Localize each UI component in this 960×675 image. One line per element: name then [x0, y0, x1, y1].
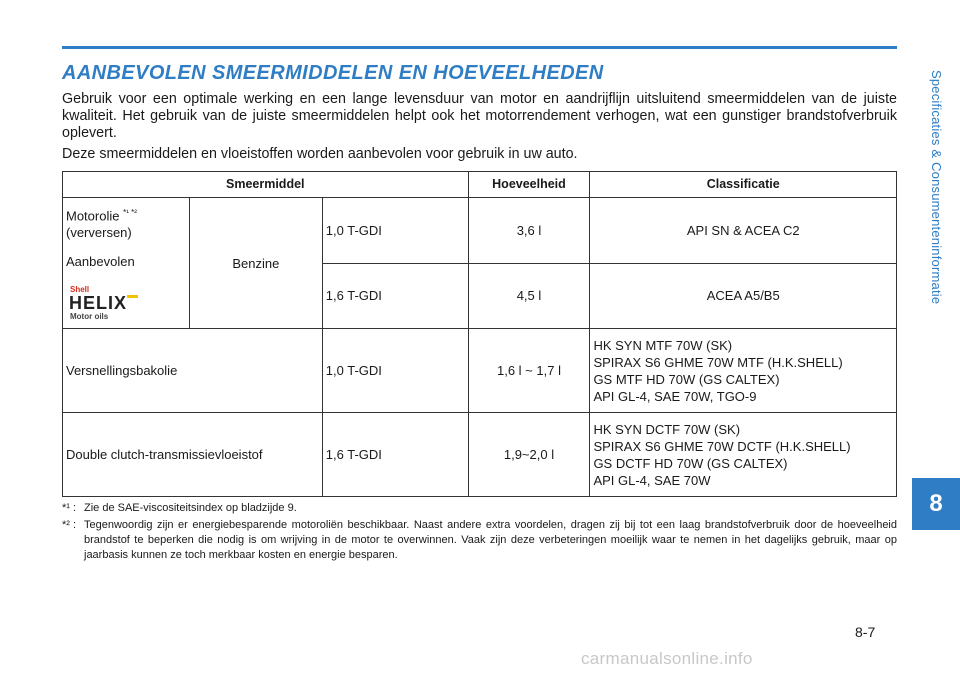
engine-cell: 1,0 T-GDI [322, 329, 468, 413]
header-quantity: Hoeveelheid [468, 172, 590, 198]
footnotes [62, 501, 897, 565]
table-row [63, 329, 897, 413]
footnote-mark: *² : [62, 519, 77, 531]
quantity-cell: 1,9~2,0 l [468, 413, 590, 497]
spec-line: SPIRAX S6 GHME 70W MTF (H.K.SHELL) [593, 354, 843, 370]
spec-line: SPIRAX S6 GHME 70W DCTF (H.K.SHELL) [593, 438, 851, 454]
engine-cell: 1,6 T-GDI [322, 413, 468, 497]
spec-line: GS DCTF HD 70W (GS CALTEX) [593, 455, 788, 471]
motor-oil-footnote-marks: *¹ *² [123, 208, 137, 217]
logo-name: HELIX [69, 293, 128, 314]
footnote-text: Zie de SAE-viscositeitsindex op bladzijde 9. [84, 502, 297, 514]
footnote-text: Tegenwoordig zijn er energiebesparende motoroliën beschikbaar. Naast andere extra voordelen, dragen zij bij tot een laag brandstofverbruik door de hoeveelheid brandstof te beperken die nodig is om wrijving in de motor te overwinnen. Vaak zijn deze verbeteringen moeilijk waar te nemen in het dagelijks gebruik, maar op jaarbasis kunnen ze toch merkbaar kosten en energie besparen. [84, 519, 897, 561]
quantity-cell: 4,5 l [468, 263, 590, 329]
chapter-tab[interactable]: 8 [912, 478, 960, 530]
motor-oil-label: Motorolie [66, 208, 120, 224]
engine-cell: 1,6 T-GDI [322, 263, 468, 329]
intro-paragraph-2: Deze smeermiddelen en vloeistoffen worden aanbevolen voor gebruik in uw auto. [62, 146, 578, 162]
spec-line: API GL-4, SAE 70W [593, 472, 711, 488]
dct-fluid-label: Double clutch-transmissievloeistof [63, 413, 323, 497]
classification-cell [590, 329, 897, 413]
footnote-mark: *¹ : [62, 502, 77, 514]
page-number: 8-7 [855, 624, 876, 640]
spec-line: GS MTF HD 70W (GS CALTEX) [593, 371, 780, 387]
spec-line: HK SYN DCTF 70W (SK) [593, 421, 741, 437]
watermark: carmanualsonline.info [581, 649, 753, 668]
page-heading: AANBEVOLEN SMEERMIDDELEN EN HOEVEELHEDEN [62, 62, 604, 84]
recommended-label: Aanbevolen [66, 254, 135, 270]
spec-line: API GL-4, SAE 70W, TGO-9 [593, 388, 757, 404]
intro-paragraph-1: Gebruik voor een optimale werking en een lange levensduur van motor en aandrijflijn uitsluitend smeermiddelen van de juiste kwaliteit. Het gebruik van de juiste smeermiddelen helpt ook het motorrendement verhogen, wat een gunstiger brandstofverbruik oplevert. [62, 91, 897, 141]
logo-brand: Shell [70, 285, 90, 295]
table-row [63, 413, 897, 497]
quantity-cell: 3,6 l [468, 198, 590, 264]
header-lubricant: Smeermiddel [63, 172, 469, 198]
footnote [62, 518, 897, 563]
shell-helix-logo [66, 282, 166, 322]
fuel-type-cell: Benzine [189, 198, 322, 329]
motor-oil-sub: (verversen) [66, 225, 132, 241]
chapter-side-title: Specificaties & Consumenteninformatie [929, 70, 944, 305]
engine-cell: 1,0 T-GDI [322, 198, 468, 264]
header-classification: Classificatie [590, 172, 897, 198]
classification-cell [590, 413, 897, 497]
logo-sub: Motor oils [70, 312, 109, 322]
footnote [62, 501, 897, 516]
header-rule [62, 46, 897, 49]
quantity-cell: 1,6 l ~ 1,7 l [468, 329, 590, 413]
classification-cell: API SN & ACEA C2 [590, 198, 897, 264]
spec-line: HK SYN MTF 70W (SK) [593, 337, 733, 353]
table-header-row [63, 172, 897, 198]
table-row [63, 198, 897, 264]
motor-oil-cell [63, 198, 190, 329]
lubricant-table [62, 171, 897, 497]
gearbox-oil-label: Versnellingsbakolie [63, 329, 323, 413]
classification-cell: ACEA A5/B5 [590, 263, 897, 329]
intro-text [62, 91, 897, 167]
